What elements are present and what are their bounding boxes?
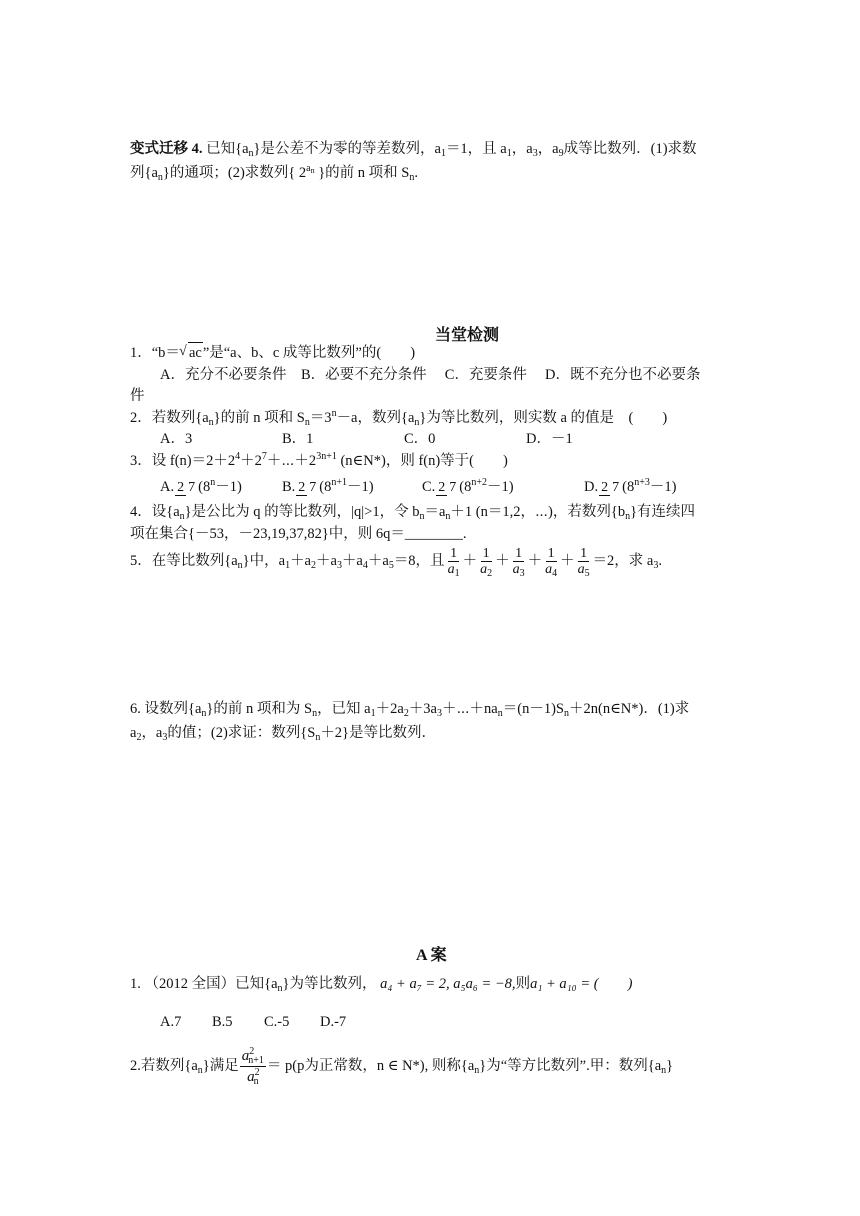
t: 7 — [612, 479, 620, 495]
t: ，已知 a — [317, 701, 371, 717]
s: n — [248, 148, 254, 159]
t: } — [666, 1058, 674, 1074]
t: 2 — [298, 479, 306, 495]
s: 3 — [437, 708, 442, 719]
t: ＝a — [424, 504, 446, 520]
s: n — [474, 1065, 480, 1076]
q6-block — [130, 697, 734, 745]
t: 2 — [177, 479, 185, 495]
s: n — [414, 416, 420, 428]
a1-option-a: A.7 — [160, 1014, 182, 1030]
variant-label: 变式迁移 4. — [130, 141, 203, 157]
t: }的前 n 项和为 S — [206, 701, 313, 717]
frac-a2: $\frac{a^2_{n+1}}{a^2_n}$ — [241, 1046, 264, 1088]
s: 3n+1 — [316, 450, 337, 462]
frac — [436, 480, 458, 496]
a1-option-c: C.-5 — [264, 1014, 290, 1030]
t: ＋2 — [240, 452, 262, 469]
q3-options — [130, 472, 734, 502]
section-title-quiz: 当堂检测 — [435, 327, 500, 344]
t: B. — [282, 479, 296, 495]
t: }为等比数列， — [282, 976, 377, 992]
s: 1 — [285, 560, 291, 571]
a1-equation-2: a₁ + a₁₀ = ( ) — [530, 976, 633, 992]
sqrt-ac: √ ac — [188, 342, 203, 365]
t: (n∈N*)，则 f(n)等于( ) — [336, 452, 508, 469]
s: n — [409, 172, 415, 183]
s: n — [315, 732, 321, 743]
q3-option-c: C. 2 7 $(8^{n+2}-1)$ — [422, 472, 584, 502]
q4-line-2: 项在集合{－53，－23,19,37,82}中，则 6q＝________. — [130, 525, 467, 542]
s: n — [331, 407, 337, 419]
t: 5．在等比数列{a — [130, 553, 238, 569]
q3-option-d: D. 2 7 $(8^{n+3}-1)$ — [584, 472, 676, 502]
t: }有连续四 — [630, 504, 696, 520]
frac-1-a1: $\frac{1}{a_1}$ — [447, 546, 460, 580]
t: ＋2a — [375, 701, 404, 717]
s: n — [419, 511, 425, 522]
q6-line-1 — [130, 697, 734, 721]
s: 4 — [362, 560, 368, 571]
t: 列{a — [130, 165, 158, 181]
t: 7 — [309, 479, 317, 495]
q1-options: A．充分不必要条件 B．必要不充分条件 C．充要条件 D．既不充分也不必要条 — [160, 366, 701, 383]
s: n — [312, 708, 318, 719]
frac — [599, 480, 621, 496]
frac-1-a2: $\frac{1}{a_2}$ — [480, 546, 493, 580]
s: n — [625, 511, 631, 522]
t: 2 — [438, 479, 446, 495]
q3-option-a: A. 2 7 $(8^n-1)$ — [160, 472, 282, 502]
a1-option-d: D.-7 — [320, 1014, 347, 1030]
t: 6. 设数列{a — [130, 701, 202, 717]
q2-option-a: A．3 — [160, 431, 193, 447]
q2-option-c: C．0 — [404, 431, 436, 447]
s: n — [563, 708, 569, 719]
t: 7 — [449, 479, 457, 495]
s: an — [306, 163, 315, 175]
s: 9 — [558, 148, 564, 159]
s: 2 — [311, 560, 316, 571]
t: ＝1，且 a — [445, 141, 507, 157]
variant-line-2 — [130, 161, 734, 185]
t: }中，a — [242, 553, 286, 569]
s: 2 — [403, 708, 409, 719]
q5-stem: 5．在等比数列$\{a_n\}$中，$a_1+a_2+a_3+a_4+a_5=8$，且 $\frac{1}{a_1}$ ＋ $\frac{1}{a_2}$ ＋ $\frac{1}{a_3}$ ＋ $\frac{1}{a_4}$ ＋ $\frac{1}{a_5}$ ＝2，求 $a_3$. — [130, 546, 662, 580]
frac — [296, 480, 318, 496]
t: }为等比数列，则实数 a 的值是 ( ) — [419, 409, 668, 426]
t: －a，数列{a — [336, 409, 415, 426]
s: 5 — [388, 560, 394, 571]
q3-option-b: B. 2 7 $(8^{n+1}-1)$ — [282, 472, 422, 502]
t: 成等比数列．(1)求数 — [563, 141, 697, 157]
t: ＋a — [290, 553, 311, 569]
t: ＋2}是等比数列． — [320, 725, 437, 741]
s: 2 — [136, 732, 142, 743]
s: n — [208, 416, 214, 428]
t: 则 — [515, 976, 531, 992]
t: 的值；(2)求证：数列{S — [167, 725, 316, 741]
t: A. — [160, 479, 175, 495]
t: 2．若数列{a — [130, 409, 209, 426]
t: }为“等方比数列”.甲：数列{a — [479, 1058, 662, 1074]
q6-line-2 — [130, 721, 734, 745]
a1-stem — [130, 972, 734, 996]
t: }满足 — [202, 1058, 239, 1074]
a1-block — [130, 972, 734, 1034]
q3-stem — [130, 451, 734, 473]
s: n — [661, 1065, 667, 1076]
q2-option-b: B．1 — [282, 431, 314, 447]
s: 7 — [261, 450, 267, 462]
q2-stem — [130, 408, 734, 430]
t: ＝2，求 a — [592, 553, 654, 569]
t: ＋a — [341, 553, 363, 569]
quiz-block — [130, 342, 734, 580]
t: ＋a — [316, 553, 337, 569]
section-title-a: A 案 — [416, 947, 447, 964]
t: ，a — [141, 725, 163, 741]
t: ＝3 — [309, 409, 332, 426]
t: 已知{a — [206, 141, 249, 157]
q1-stem — [130, 342, 734, 365]
s: n — [277, 983, 283, 994]
s: n — [304, 416, 310, 428]
t: }是公差不为零的等差数列，a — [253, 141, 441, 157]
t: ＋2n(n∈N*)．(1)求 — [568, 701, 690, 717]
t: ＋⋯＋na — [442, 701, 498, 717]
a1-options — [130, 1010, 734, 1034]
t: . — [658, 553, 662, 569]
s: n — [445, 511, 451, 522]
a1-equation: a₄ + a₇ = 2, a₅a₆ = −8, — [380, 976, 516, 992]
s: 4 — [235, 450, 241, 462]
t: }是公比为 q 的等比数列，|q|>1，令 b — [184, 504, 420, 520]
variant-problem — [130, 137, 734, 185]
t: 2 — [601, 479, 609, 495]
t: }的通项；(2)求数列{ 2 — [162, 165, 307, 181]
t: ”是“a、b、c 成等比数列”的( ) — [202, 345, 416, 361]
s: 3 — [532, 148, 538, 159]
t: . — [414, 165, 418, 181]
q1-options-wrap: 件 — [130, 388, 145, 404]
t: ＋⋯＋2 — [266, 452, 317, 469]
t: 7 — [188, 479, 196, 495]
t: ＋a — [367, 553, 389, 569]
t: a — [130, 725, 137, 741]
t: ＝8，且 — [393, 553, 445, 569]
s: 3 — [336, 560, 342, 571]
s: n — [157, 172, 163, 183]
s: n — [197, 1065, 203, 1076]
s: n — [201, 708, 207, 719]
t: ＝(n－1)S — [502, 701, 564, 717]
frac-1-a4: $\frac{1}{a_4}$ — [545, 546, 558, 580]
t: }的前 n 项和 S — [314, 165, 410, 181]
variant-line-1 — [130, 137, 734, 161]
t: ，a — [537, 141, 559, 157]
t: 1．“b＝ — [130, 345, 180, 361]
a1-option-b: B.5 — [212, 1014, 233, 1030]
t: ＝ p(p为正常数，n ∈ N*), 则称{a — [266, 1058, 475, 1074]
t: 4．设{a — [130, 504, 180, 520]
s: 1 — [370, 708, 376, 719]
t: ＋1 (n＝1,2，⋯)，若数列{b — [450, 504, 626, 520]
t: 3．设 f(n)＝2＋2 — [130, 452, 236, 469]
q2-options — [130, 429, 734, 451]
t: 1. （2012 全国）已知{a — [130, 976, 278, 992]
frac-1-a5: $\frac{1}{a_5}$ — [577, 546, 590, 580]
s: n — [179, 511, 185, 522]
a2-stem — [130, 1044, 734, 1088]
t: C. — [422, 479, 436, 495]
s: n — [237, 560, 243, 571]
t: }的前 n 项和 S — [213, 409, 305, 426]
t: ＋3a — [408, 701, 437, 717]
frac — [175, 480, 197, 496]
s: n — [497, 708, 503, 719]
a2-block — [130, 1044, 734, 1088]
q2-option-d: D．－1 — [526, 431, 573, 447]
t: D. — [584, 479, 599, 495]
q4-line-1 — [130, 502, 734, 524]
s: 3 — [162, 732, 168, 743]
s: 3 — [653, 560, 659, 571]
s: 1 — [506, 148, 512, 159]
t: 2.若数列{a — [130, 1058, 198, 1074]
frac-1-a3: $\frac{1}{a_3}$ — [512, 546, 525, 580]
s: 1 — [440, 148, 446, 159]
t: ，a — [511, 141, 533, 157]
